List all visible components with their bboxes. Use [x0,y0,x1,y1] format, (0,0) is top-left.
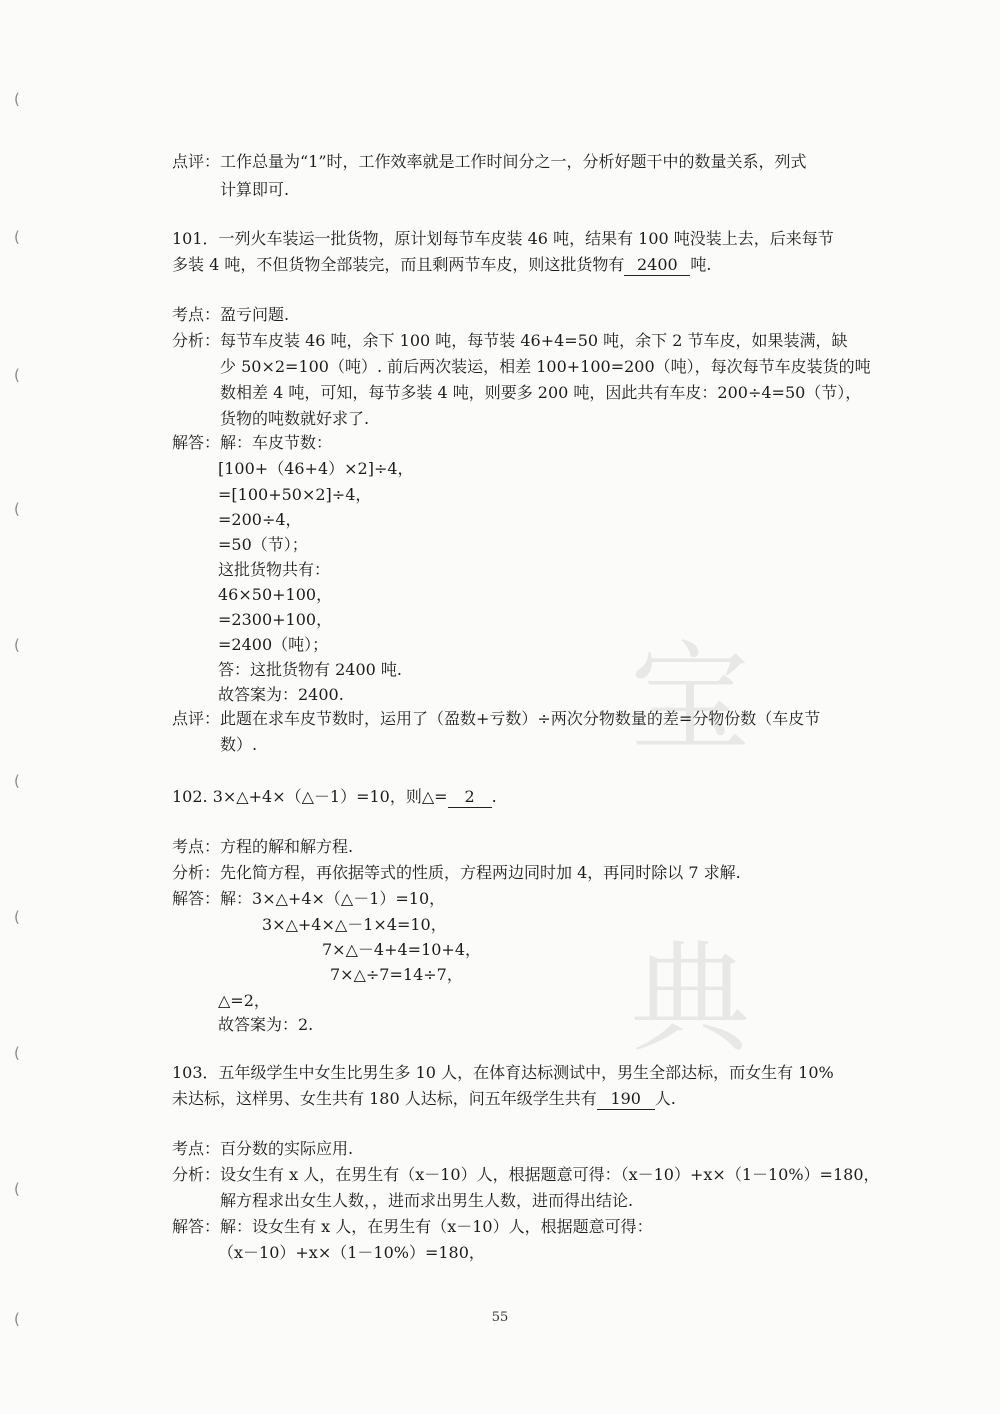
watermark-char: 宝 [630,630,750,769]
solution-label: 解答： [172,433,221,452]
solution-text: =50（节）； [218,535,308,554]
solution-text: =2400（吨）； [218,635,329,654]
review-text: 工作总量为“1”时，工作效率就是工作时间分之一，分析好题干中的数量关系，列式 [220,152,807,171]
topic-label: 考点： [172,305,221,324]
question-stem [172,786,497,808]
topic-text: 盈亏问题. [220,305,290,324]
question-stem: 101．一列火车装运一批货物，原计划每节车皮装 46 吨，结果有 100 吨没装上去，后来每节 [172,229,834,248]
question-stem-text: 吨. [690,255,712,274]
solution-text: 解：设女生有 x 人，在男生有（x－10）人，根据题意可得： [220,1217,653,1236]
analysis-text: 数相差 4 吨，可知，每节多装 4 吨，则要多 200 吨，因此共有车皮：200÷4=50（节）， [220,383,862,402]
question-stem-text: . [491,787,497,806]
review-text: 计算即可. [220,180,290,199]
binder-mark: ( [14,366,20,384]
analysis-text: 货物的吨数就好求了. [220,409,370,428]
question-stem-text: 102. 3×△+4×（△－1）=10，则△= [172,787,448,806]
binder-mark: ( [14,1310,20,1328]
solution-label: 解答： [172,889,221,908]
solution-text: =200÷4， [218,510,302,529]
solution-text: 这批货物共有： [218,560,331,579]
analysis-text: 解方程求出女生人数，，进而求出男生人数，进而得出结论. [220,1191,634,1210]
solution-text: 答：这批货物有 2400 吨. [218,660,402,679]
analysis-text: 先化简方程，再依据等式的性质，方程两边同时加 4，再同时除以 7 求解. [220,863,741,882]
analysis-label: 分析： [172,863,221,882]
binder-mark: ( [14,228,20,246]
solution-text: [100+（46+4）×2]÷4， [218,459,414,478]
solution-line [172,1216,653,1238]
topic-text: 百分数的实际应用. [220,1139,354,1158]
analysis-line [172,862,741,884]
solution-text: 46×50+100， [218,585,333,604]
analysis-text: 每节车皮装 46 吨，余下 100 吨，每节装 46+4=50 吨，余下 2 节车皮，如果装满，缺 [220,331,848,350]
binder-mark: ( [14,500,20,518]
solution-text: 解：3×△+4×（△－1）=10， [220,889,446,908]
review-line [172,708,820,730]
question-stem [172,1088,676,1110]
solution-line [172,432,332,454]
topic-line [172,836,353,858]
topic-line [172,304,289,326]
solution-line [172,888,445,910]
analysis-text: 设女生有 x 人，在男生有（x－10）人，根据题意可得：（x－10）+x×（1－10%）=180， [220,1165,880,1184]
solution-text: （x－10）+x×（1－10%）=180， [218,1243,485,1262]
binder-mark: ( [14,772,20,790]
answer-blank: 190 [597,1089,655,1110]
binder-mark: ( [14,636,20,654]
review-line [172,151,807,173]
solution-text: △=2， [218,991,270,1010]
page-number: 55 [491,1310,509,1325]
solution-text: 故答案为：2400. [218,685,344,704]
analysis-label: 分析： [172,331,221,350]
question-stem [172,254,711,276]
review-text: 数）. [220,735,258,754]
answer-blank: 2400 [624,255,690,276]
binder-mark: ( [14,1180,20,1198]
question-stem-text: 多装 4 吨，不但货物全部装完，而且剩两节车皮，则这批货物有 [172,255,625,274]
analysis-label: 分析： [172,1165,221,1184]
topic-label: 考点： [172,837,221,856]
binder-mark: ( [14,1044,20,1062]
solution-text: 故答案为：2. [218,1015,314,1034]
solution-text: 解：车皮节数： [220,433,333,452]
solution-label: 解答： [172,1217,221,1236]
binder-mark: ( [14,90,20,108]
review-label: 点评： [172,152,221,171]
review-text: 此题在求车皮节数时，运用了（盈数+亏数）÷两次分物数量的差=分物份数（车皮节 [220,709,821,728]
topic-label: 考点： [172,1139,221,1158]
binder-mark: ( [14,908,20,926]
watermark-char: 典 [630,930,750,1069]
analysis-line [172,1164,880,1186]
solution-text: 3×△+4×△－1×4=10， [262,915,447,934]
analysis-text: 少 50×2=100（吨）. 前后两次装运，相差 100+100=200（吨），每次每节车皮装货的吨 [220,357,871,376]
question-stem-text: 人. [654,1089,676,1108]
solution-text: =2300+100， [218,610,333,629]
review-label: 点评： [172,709,221,728]
answer-blank: 2 [448,787,492,808]
analysis-line [172,330,848,352]
solution-text: 7×△÷7=14÷7， [330,965,463,984]
question-stem: 103．五年级学生中女生比男生多 10 人，在体育达标测试中，男生全部达标，而女生有 10% [172,1063,834,1082]
question-stem-text: 未达标，这样男、女生共有 180 人达标，问五年级学生共有 [172,1089,597,1108]
topic-line [172,1138,353,1160]
solution-text: =[100+50×2]÷4， [218,485,372,504]
solution-text: 7×△－4+4=10+4， [322,940,482,959]
topic-text: 方程的解和解方程. [220,837,354,856]
